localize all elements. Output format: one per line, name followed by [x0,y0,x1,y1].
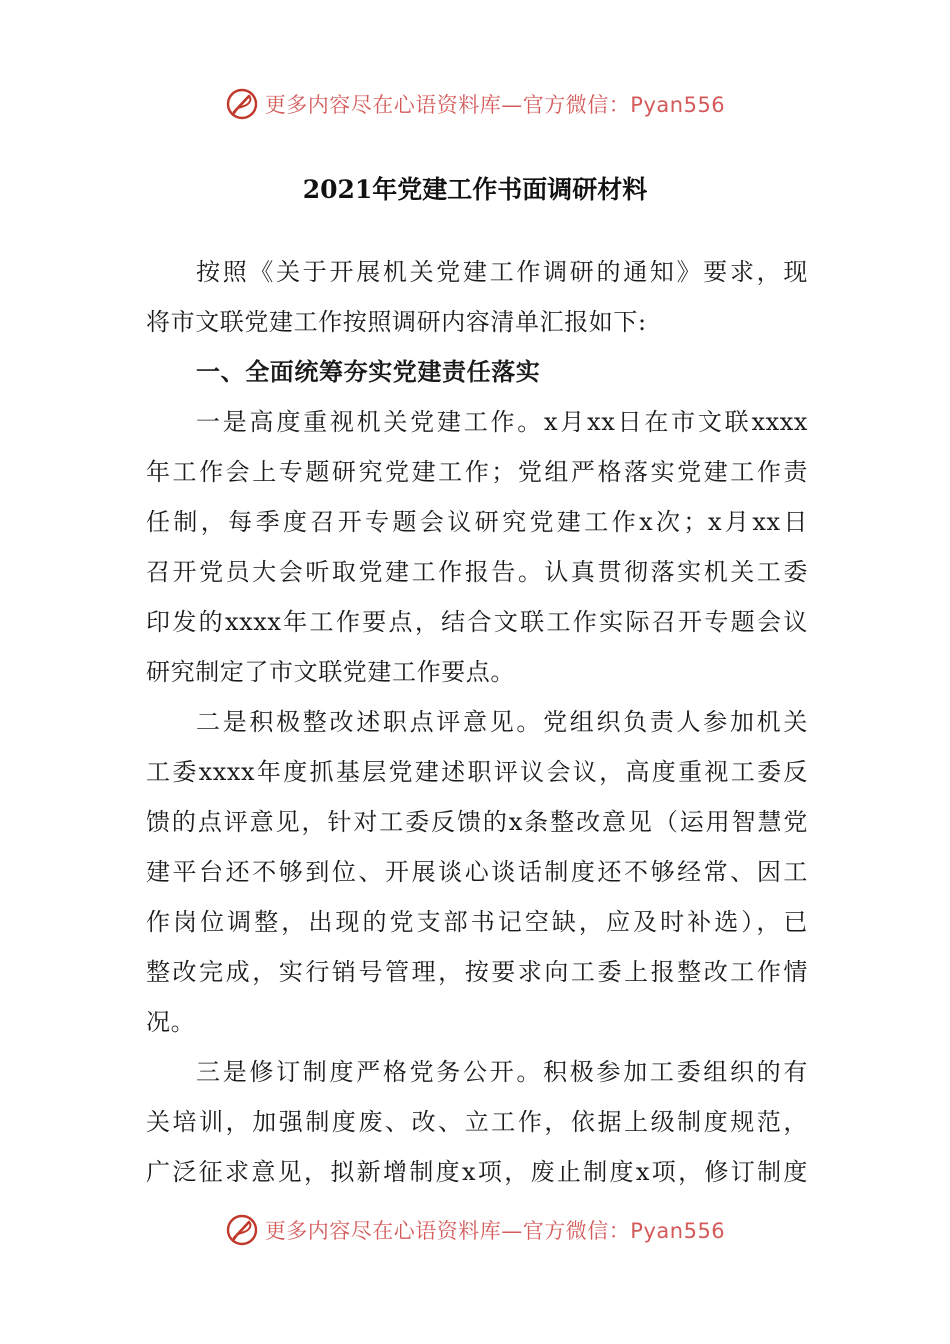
text-line: 关培训，加强制度废、改、立工作，依据上级制度规范， [146,1108,808,1136]
watermark-footer [0,1208,950,1252]
text-line: 任制，每季度召开专题会议研究党建工作x次；x月xx日 [146,508,808,536]
text-line: 研究制定了市文联党建工作要点。 [146,658,515,686]
quill-circle-logo-icon [225,1213,259,1247]
watermark-text: 更多内容尽在心语资料库—官方微信：Pyan556 [264,1219,726,1243]
text-line: 三是修订制度严格党务公开。积极参加工委组织的有 [196,1058,808,1086]
document-title: 2021年党建工作书面调研材料 [302,175,648,204]
document-body [146,247,808,1197]
text-line: 整改完成，实行销号管理，按要求向工委上报整改工作情 [146,958,808,986]
text-line: 二是积极整改述职点评意见。党组织负责人参加机关 [196,708,808,736]
watermark-text: 更多内容尽在心语资料库—官方微信：Pyan556 [264,93,726,117]
text-line: 况。 [146,1008,196,1036]
text-line: 一是高度重视机关党建工作。x月xx日在市文联xxxx [196,408,808,436]
text-line: 工委xxxx年度抓基层党建述职评议会议，高度重视工委反 [146,758,808,786]
text-line: 建平台还不够到位、开展谈心谈话制度还不够经常、因工 [146,858,808,886]
text-line: 将市文联党建工作按照调研内容清单汇报如下: [146,308,647,336]
quill-circle-logo-icon [225,87,259,121]
section-heading: 一、全面统筹夯实党建责任落实 [196,358,541,386]
text-line: 作岗位调整，出现的党支部书记空缺，应及时补选），已 [146,908,808,936]
text-line: 广泛征求意见，拟新增制度x项，废止制度x项，修订制度 [146,1158,808,1186]
text-line: 按照《关于开展机关党建工作调研的通知》要求，现 [196,258,808,286]
text-line: 召开党员大会听取党建工作报告。认真贯彻落实机关工委 [146,558,808,586]
text-line: 印发的xxxx年工作要点，结合文联工作实际召开专题会议 [146,608,808,636]
text-line: 馈的点评意见，针对工委反馈的x条整改意见（运用智慧党 [146,808,808,836]
text-line: 年工作会上专题研究党建工作；党组严格落实党建工作责 [146,458,808,486]
watermark-header [0,82,950,126]
